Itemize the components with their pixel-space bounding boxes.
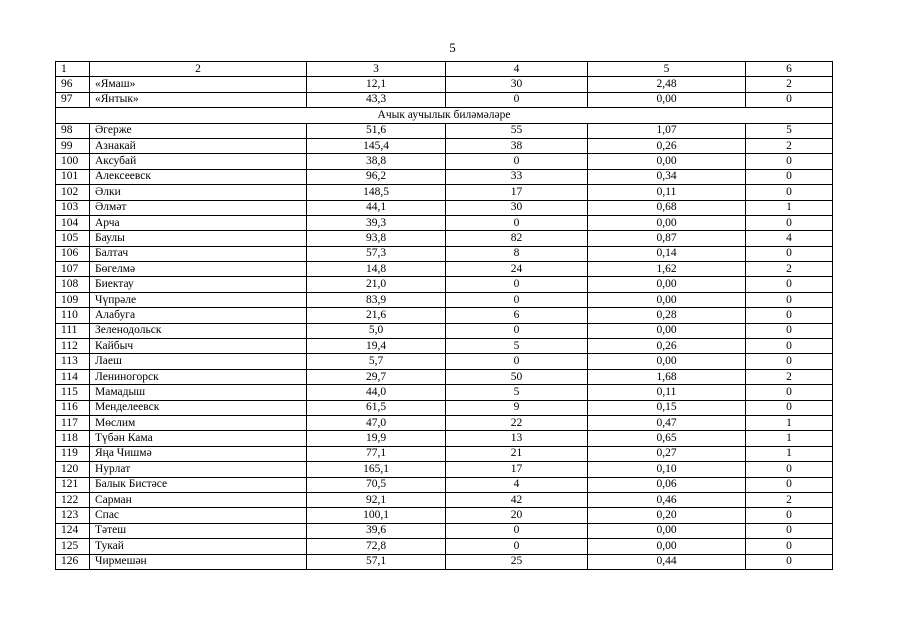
column-number-cell: 5 (588, 62, 746, 77)
row-number-cell: 99 (56, 138, 90, 153)
col6-cell: 0 (746, 154, 833, 169)
col3-cell: 44,0 (307, 385, 446, 400)
col3-cell: 21,6 (307, 308, 446, 323)
col3-cell: 38,8 (307, 154, 446, 169)
name-cell: Спас (90, 508, 307, 523)
row-number-cell: 101 (56, 169, 90, 184)
table-row (56, 277, 833, 292)
row-number-cell: 120 (56, 462, 90, 477)
row-number-cell: 110 (56, 308, 90, 323)
col5-cell: 0,00 (588, 539, 746, 554)
table-row (56, 508, 833, 523)
table-row (56, 400, 833, 415)
name-cell: Аксубай (90, 154, 307, 169)
col5-cell: 0,00 (588, 154, 746, 169)
col5-cell: 0,26 (588, 138, 746, 153)
row-number-cell: 108 (56, 277, 90, 292)
table-row (56, 354, 833, 369)
row-number-cell: 114 (56, 369, 90, 384)
table-row (56, 215, 833, 230)
col3-cell: 77,1 (307, 446, 446, 461)
name-cell: Кайбыч (90, 339, 307, 354)
name-cell: Азнакай (90, 138, 307, 153)
col3-cell: 148,5 (307, 185, 446, 200)
col3-cell: 57,3 (307, 246, 446, 261)
name-cell: Лениногорск (90, 369, 307, 384)
col3-cell: 57,1 (307, 554, 446, 569)
col6-cell: 1 (746, 431, 833, 446)
row-number-cell: 107 (56, 262, 90, 277)
col3-cell: 5,7 (307, 354, 446, 369)
col4-cell: 21 (446, 446, 588, 461)
col5-cell: 0,46 (588, 492, 746, 507)
name-cell: Балык Бистәсе (90, 477, 307, 492)
col6-cell: 0 (746, 508, 833, 523)
table-row (56, 154, 833, 169)
col6-cell: 0 (746, 215, 833, 230)
col5-cell: 2,48 (588, 77, 746, 92)
col3-cell: 72,8 (307, 539, 446, 554)
column-number-cell: 1 (56, 62, 90, 77)
col3-cell: 14,8 (307, 262, 446, 277)
col4-cell: 13 (446, 431, 588, 446)
col3-cell: 12,1 (307, 77, 446, 92)
col5-cell: 1,62 (588, 262, 746, 277)
col3-cell: 19,9 (307, 431, 446, 446)
col4-cell: 24 (446, 262, 588, 277)
name-cell: Алексеевск (90, 169, 307, 184)
row-number-cell: 115 (56, 385, 90, 400)
name-cell: Тукай (90, 539, 307, 554)
name-cell: Әлмәт (90, 200, 307, 215)
col4-cell: 0 (446, 154, 588, 169)
col4-cell: 30 (446, 77, 588, 92)
table-row (56, 462, 833, 477)
col5-cell: 0,10 (588, 462, 746, 477)
col6-cell: 1 (746, 446, 833, 461)
col4-cell: 0 (446, 323, 588, 338)
table-row (56, 262, 833, 277)
row-number-cell: 116 (56, 400, 90, 415)
col5-cell: 0,06 (588, 477, 746, 492)
section-heading: Ачык аучылык биләмәләре (56, 108, 833, 123)
row-number-cell: 102 (56, 185, 90, 200)
table-row (56, 385, 833, 400)
col3-cell: 21,0 (307, 277, 446, 292)
col4-cell: 5 (446, 385, 588, 400)
name-cell: Чирмешән (90, 554, 307, 569)
table-row (56, 200, 833, 215)
col6-cell: 0 (746, 554, 833, 569)
table-row (56, 446, 833, 461)
col5-cell: 0,27 (588, 446, 746, 461)
table-row (56, 323, 833, 338)
name-cell: Нурлат (90, 462, 307, 477)
table-row (56, 123, 833, 138)
name-cell: Әлки (90, 185, 307, 200)
col3-cell: 145,4 (307, 138, 446, 153)
col4-cell: 82 (446, 231, 588, 246)
col4-cell: 22 (446, 415, 588, 430)
name-cell: Баулы (90, 231, 307, 246)
table-row (56, 292, 833, 307)
name-cell: Әгерже (90, 123, 307, 138)
name-cell: Яңа Чишмә (90, 446, 307, 461)
col5-cell: 0,44 (588, 554, 746, 569)
name-cell: Мөслим (90, 415, 307, 430)
col4-cell: 33 (446, 169, 588, 184)
name-cell: Чүпрәле (90, 292, 307, 307)
col3-cell: 61,5 (307, 400, 446, 415)
data-table (55, 61, 833, 570)
row-number-cell: 96 (56, 77, 90, 92)
col5-cell: 0,68 (588, 200, 746, 215)
column-number-cell: 4 (446, 62, 588, 77)
row-number-cell: 117 (56, 415, 90, 430)
name-cell: Алабуга (90, 308, 307, 323)
row-number-cell: 103 (56, 200, 90, 215)
name-cell: Балтач (90, 246, 307, 261)
name-cell: Мамадыш (90, 385, 307, 400)
col3-cell: 43,3 (307, 92, 446, 107)
col3-cell: 5,0 (307, 323, 446, 338)
col5-cell: 0,00 (588, 215, 746, 230)
col3-cell: 100,1 (307, 508, 446, 523)
column-number-cell: 2 (90, 62, 307, 77)
col5-cell: 0,00 (588, 92, 746, 107)
col3-cell: 39,6 (307, 523, 446, 538)
col6-cell: 2 (746, 77, 833, 92)
table-row (56, 185, 833, 200)
col3-cell: 19,4 (307, 339, 446, 354)
col6-cell: 0 (746, 354, 833, 369)
col5-cell: 0,00 (588, 523, 746, 538)
row-number-cell: 98 (56, 123, 90, 138)
col5-cell: 0,47 (588, 415, 746, 430)
col5-cell: 0,11 (588, 185, 746, 200)
row-number-cell: 126 (56, 554, 90, 569)
col5-cell: 0,15 (588, 400, 746, 415)
row-number-cell: 118 (56, 431, 90, 446)
col3-cell: 29,7 (307, 369, 446, 384)
column-number-cell: 3 (307, 62, 446, 77)
col4-cell: 8 (446, 246, 588, 261)
col6-cell: 0 (746, 308, 833, 323)
col5-cell: 0,00 (588, 292, 746, 307)
col6-cell: 0 (746, 277, 833, 292)
col4-cell: 20 (446, 508, 588, 523)
col4-cell: 0 (446, 523, 588, 538)
col5-cell: 0,00 (588, 354, 746, 369)
table-row (56, 415, 833, 430)
table-row (56, 308, 833, 323)
col5-cell: 0,00 (588, 323, 746, 338)
col6-cell: 0 (746, 477, 833, 492)
col4-cell: 25 (446, 554, 588, 569)
name-cell: Сарман (90, 492, 307, 507)
col6-cell: 5 (746, 123, 833, 138)
row-number-cell: 123 (56, 508, 90, 523)
col5-cell: 1,07 (588, 123, 746, 138)
row-number-cell: 119 (56, 446, 90, 461)
col6-cell: 2 (746, 138, 833, 153)
col4-cell: 55 (446, 123, 588, 138)
col6-cell: 0 (746, 92, 833, 107)
table-body (56, 62, 833, 570)
col3-cell: 44,1 (307, 200, 446, 215)
col4-cell: 50 (446, 369, 588, 384)
col6-cell: 4 (746, 231, 833, 246)
table-row (56, 369, 833, 384)
col4-cell: 30 (446, 200, 588, 215)
col6-cell: 0 (746, 385, 833, 400)
col3-cell: 47,0 (307, 415, 446, 430)
col3-cell: 165,1 (307, 462, 446, 477)
table-row (56, 231, 833, 246)
table-row (56, 523, 833, 538)
col4-cell: 0 (446, 215, 588, 230)
col5-cell: 0,14 (588, 246, 746, 261)
name-cell: Зеленодольск (90, 323, 307, 338)
section-heading-row (56, 108, 833, 123)
table-row (56, 339, 833, 354)
column-number-cell: 6 (746, 62, 833, 77)
column-number-row (56, 62, 833, 77)
row-number-cell: 125 (56, 539, 90, 554)
col4-cell: 0 (446, 539, 588, 554)
name-cell: Түбән Кама (90, 431, 307, 446)
col5-cell: 0,11 (588, 385, 746, 400)
row-number-cell: 100 (56, 154, 90, 169)
row-number-cell: 122 (56, 492, 90, 507)
col6-cell: 0 (746, 539, 833, 554)
col4-cell: 6 (446, 308, 588, 323)
row-number-cell: 121 (56, 477, 90, 492)
table-row (56, 539, 833, 554)
col6-cell: 0 (746, 462, 833, 477)
name-cell: «Ямаш» (90, 77, 307, 92)
col6-cell: 1 (746, 415, 833, 430)
col4-cell: 0 (446, 354, 588, 369)
col5-cell: 0,65 (588, 431, 746, 446)
col3-cell: 70,5 (307, 477, 446, 492)
col6-cell: 0 (746, 169, 833, 184)
col6-cell: 1 (746, 200, 833, 215)
table-row (56, 477, 833, 492)
col6-cell: 0 (746, 339, 833, 354)
col5-cell: 0,00 (588, 277, 746, 292)
col4-cell: 42 (446, 492, 588, 507)
table-row (56, 492, 833, 507)
col4-cell: 4 (446, 477, 588, 492)
table-row (56, 554, 833, 569)
col4-cell: 38 (446, 138, 588, 153)
col4-cell: 0 (446, 277, 588, 292)
col3-cell: 92,1 (307, 492, 446, 507)
col5-cell: 0,20 (588, 508, 746, 523)
row-number-cell: 104 (56, 215, 90, 230)
col6-cell: 2 (746, 369, 833, 384)
page-number: 5 (449, 40, 456, 55)
col6-cell: 0 (746, 523, 833, 538)
col6-cell: 2 (746, 262, 833, 277)
col6-cell: 0 (746, 400, 833, 415)
col3-cell: 93,8 (307, 231, 446, 246)
name-cell: Бөгелмә (90, 262, 307, 277)
col3-cell: 51,6 (307, 123, 446, 138)
row-number-cell: 105 (56, 231, 90, 246)
row-number-cell: 106 (56, 246, 90, 261)
name-cell: Арча (90, 215, 307, 230)
row-number-cell: 109 (56, 292, 90, 307)
col6-cell: 0 (746, 323, 833, 338)
row-number-cell: 112 (56, 339, 90, 354)
table-row (56, 246, 833, 261)
name-cell: Лаеш (90, 354, 307, 369)
name-cell: Менделеевск (90, 400, 307, 415)
col5-cell: 0,26 (588, 339, 746, 354)
col5-cell: 1,68 (588, 369, 746, 384)
col6-cell: 0 (746, 292, 833, 307)
col6-cell: 0 (746, 185, 833, 200)
table-row (56, 138, 833, 153)
col4-cell: 0 (446, 92, 588, 107)
name-cell: Биектау (90, 277, 307, 292)
row-number-cell: 111 (56, 323, 90, 338)
row-number-cell: 97 (56, 92, 90, 107)
col5-cell: 0,87 (588, 231, 746, 246)
row-number-cell: 124 (56, 523, 90, 538)
table-row (56, 77, 833, 92)
col5-cell: 0,28 (588, 308, 746, 323)
col4-cell: 17 (446, 185, 588, 200)
col4-cell: 17 (446, 462, 588, 477)
col5-cell: 0,34 (588, 169, 746, 184)
table-row (56, 169, 833, 184)
col3-cell: 96,2 (307, 169, 446, 184)
name-cell: Тәтеш (90, 523, 307, 538)
col4-cell: 9 (446, 400, 588, 415)
col6-cell: 2 (746, 492, 833, 507)
col4-cell: 5 (446, 339, 588, 354)
col3-cell: 83,9 (307, 292, 446, 307)
name-cell: «Янтык» (90, 92, 307, 107)
row-number-cell: 113 (56, 354, 90, 369)
table-row (56, 92, 833, 107)
col4-cell: 0 (446, 292, 588, 307)
col3-cell: 39,3 (307, 215, 446, 230)
col6-cell: 0 (746, 246, 833, 261)
table-row (56, 431, 833, 446)
